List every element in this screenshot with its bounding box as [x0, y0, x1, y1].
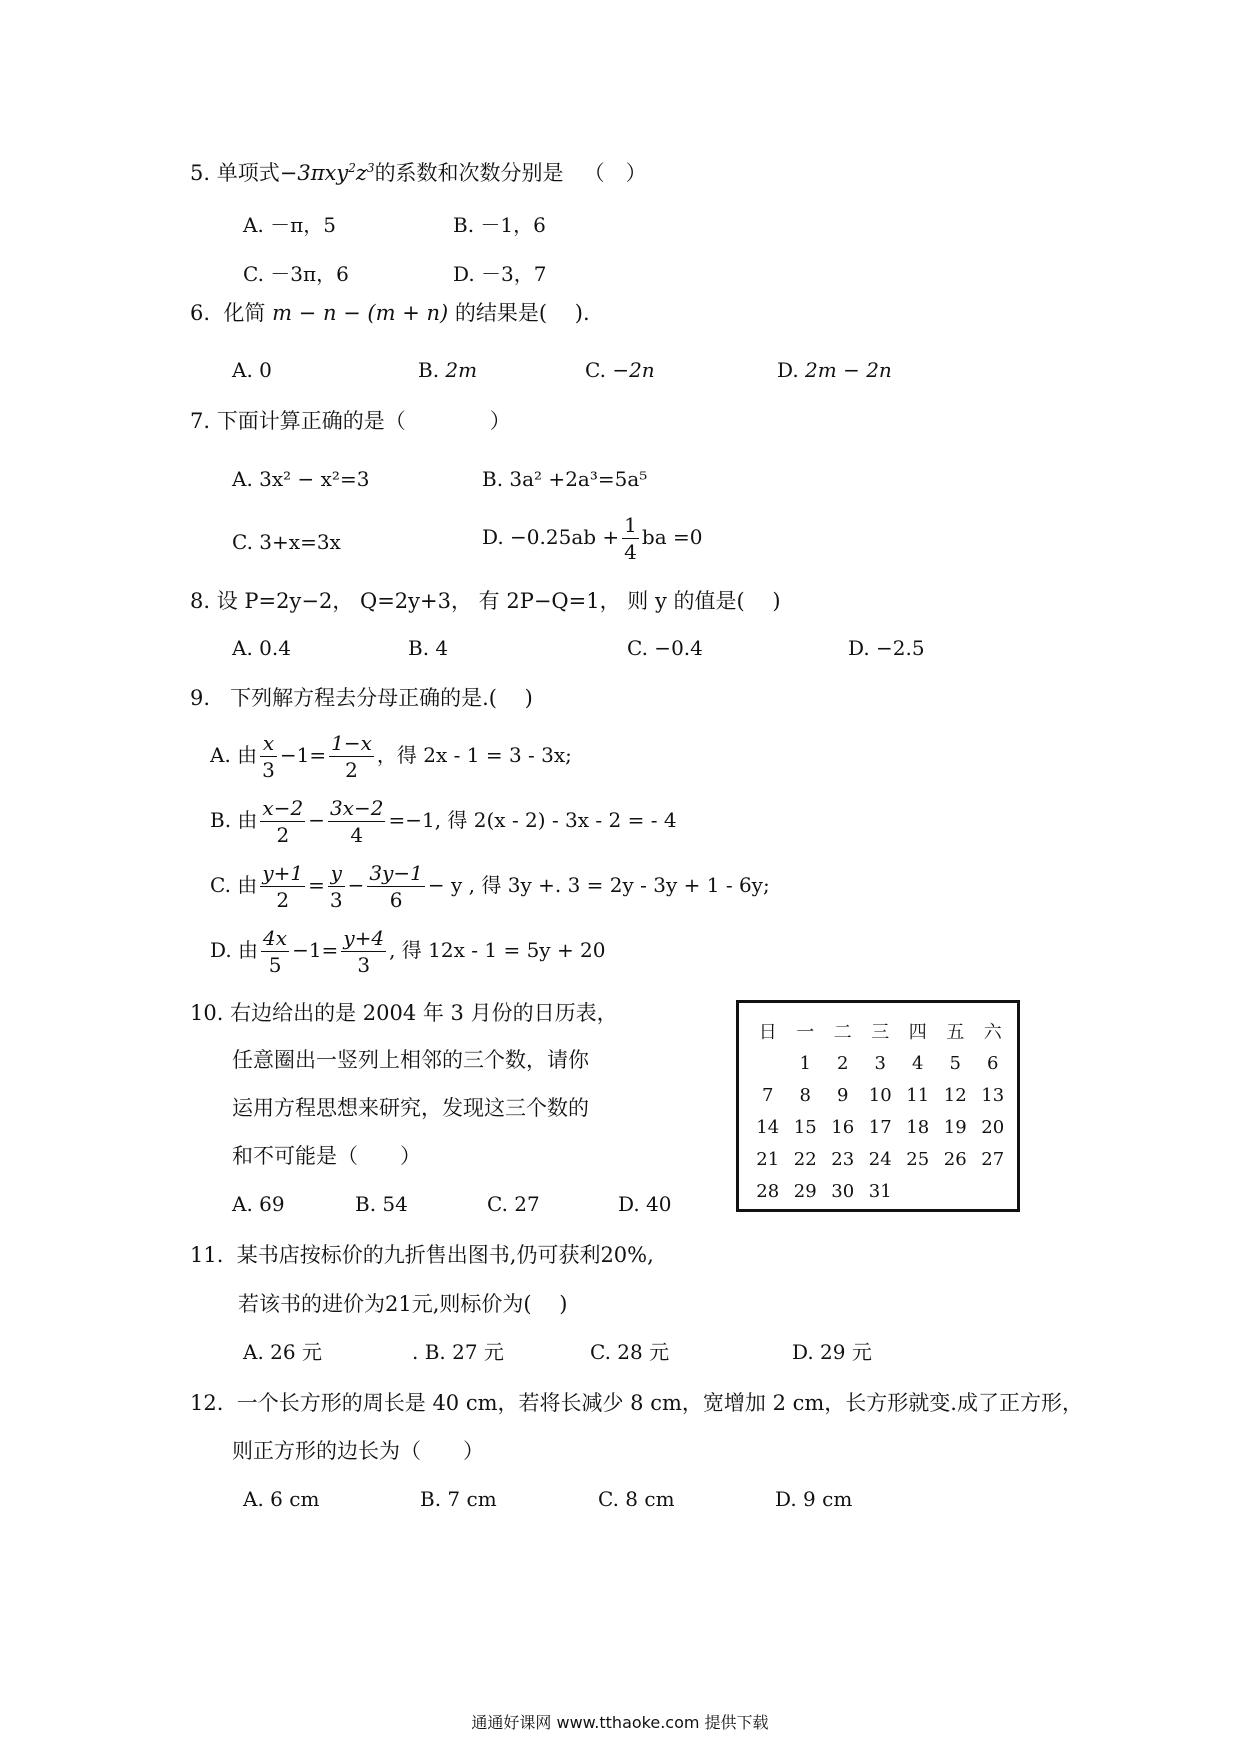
option-b: B. 54: [355, 1192, 408, 1216]
option-c: C. 28 元: [590, 1340, 670, 1364]
option-a: A. 0.4: [232, 636, 291, 660]
option-b: B. 2m: [418, 358, 478, 382]
question-number: 7.: [190, 409, 211, 433]
fraction: $\frac{1}{4}$: [624, 513, 637, 564]
question-text-line: 运用方程思想来研究，发现这三个数的: [232, 1096, 589, 1120]
question-7: [190, 406, 511, 436]
question-number: 10.: [190, 1001, 224, 1025]
question-text: 右边给出的是 2004 年 3 月份的日历表，: [230, 1001, 618, 1025]
question-text: 某书店按标价的九折售出图书,仍可获利20%,: [236, 1243, 654, 1267]
option-a: A. 26 元: [243, 1340, 322, 1364]
option-b: B. －1，6: [453, 213, 546, 237]
calendar-row: 1 2 3 4 5 6: [799, 1052, 999, 1074]
question-text-line: 若该书的进价为21元,则标价为( ): [238, 1292, 568, 1316]
calendar-row: 28 29 30 31: [756, 1180, 892, 1202]
question-text: 的系数和次数分别是: [374, 161, 564, 185]
option-b: B. 7 cm: [420, 1487, 497, 1511]
question-text: 单项式: [216, 161, 280, 185]
question-text: 的结果是( ).: [454, 301, 590, 325]
option-a: A. －π，5: [243, 213, 337, 237]
option-b: B. 4: [408, 636, 449, 660]
option-a: A. 3x² − x²=3: [232, 467, 370, 491]
question-text: 一个长方形的周长是 40 cm，若将长减少 8 cm，宽增加 2 cm，长方形就变.成了正方形，: [236, 1391, 1083, 1415]
option-a: A. 0: [232, 358, 272, 382]
question-text: 设 P=2y−2， Q=2y+3， 有 2P−Q=1， 则 y 的值是( ): [216, 589, 781, 613]
option-a: A. 6 cm: [243, 1487, 320, 1511]
option-d: D. 由 $\frac{4x}{5}$ −1= $\frac{y+4}{3}$ , 得 12x - 1 = 5y + 20: [210, 926, 606, 977]
option-c: C. −2n: [585, 358, 655, 382]
option-d: D. 2m − 2n: [777, 358, 892, 382]
calendar-row: 21 22 23 24 25 26 27: [756, 1148, 1005, 1170]
question-text: 下面计算正确的是（ ）: [216, 409, 511, 433]
question-6: [190, 298, 590, 328]
question-11: [190, 1240, 654, 1270]
question-5: [190, 158, 647, 188]
expression: m − n − (m + n): [272, 301, 449, 325]
question-number: 12.: [190, 1391, 224, 1415]
option-b: . B. 27 元: [412, 1340, 504, 1364]
question-number: 5.: [190, 161, 211, 185]
question-text: 下列解方程去分母正确的是.( ): [230, 686, 533, 710]
option-d: D. −2.5: [848, 636, 925, 660]
calendar-row: 14 15 16 17 18 19 20: [756, 1116, 1005, 1138]
question-number: 8.: [190, 589, 211, 613]
question-12: [190, 1388, 1083, 1418]
option-b: B. 由 $\frac{x-2}{2}$ − $\frac{3x-2}{4}$ =−1, 得 2(x - 2) - 3x - 2 = - 4: [210, 796, 677, 847]
calendar-table: [736, 1000, 1020, 1212]
question-text-line: 和不可能是（ ）: [232, 1144, 421, 1168]
question-number: 9.: [190, 686, 211, 710]
option-b: B. 3a² +2a³=5a⁵: [482, 467, 648, 491]
option-c: C. 3+x=3x: [232, 530, 341, 554]
option-d: D. －3，7: [453, 262, 547, 286]
question-text-line: 则正方形的边长为（ ）: [232, 1439, 484, 1463]
option-c: C. 27: [487, 1192, 540, 1216]
option-c: C. −0.4: [627, 636, 703, 660]
question-text-line: 任意圈出一竖列上相邻的三个数，请你: [232, 1048, 589, 1072]
option-a: A. 由 $\frac{x}{3}$ −1= $\frac{1-x}{2}$ ，得 2x - 1 = 3 - 3x;: [210, 731, 572, 782]
page-footer: 通通好课网 www.tthaoke.com 提供下载: [471, 1713, 769, 1732]
option-d: D. 29 元: [792, 1340, 872, 1364]
option-c: C. －3π，6: [243, 262, 349, 286]
calendar-row: 7 8 9 10 11 12 13: [762, 1084, 1005, 1106]
option-c: C. 由 $\frac{y+1}{2}$ = $\frac{y}{3}$ − $\frac{3y-1}{6}$ − y , 得 3y +. 3 = 2y - 3y + 1 - 6y;: [210, 861, 770, 912]
question-10: [190, 998, 618, 1028]
question-8: [190, 586, 781, 616]
option-c: C. 8 cm: [598, 1487, 675, 1511]
monomial: $-3\pi xy^2z^3$: [279, 161, 375, 185]
option-a: A. 69: [232, 1192, 285, 1216]
question-number: 6.: [190, 301, 211, 325]
question-text: 化简: [223, 301, 266, 325]
calendar-header-row: 日 一 二 三 四 五 六: [758, 1022, 1002, 1043]
option-d: D. 40: [618, 1192, 672, 1216]
question-9: [190, 683, 533, 713]
question-number: 11.: [190, 1243, 224, 1267]
option-d: D. 9 cm: [775, 1487, 853, 1511]
answer-paren: （ ）: [583, 161, 647, 185]
option-d: D. −0.25ab + $\frac{1}{4}$ ba =0: [482, 513, 703, 564]
